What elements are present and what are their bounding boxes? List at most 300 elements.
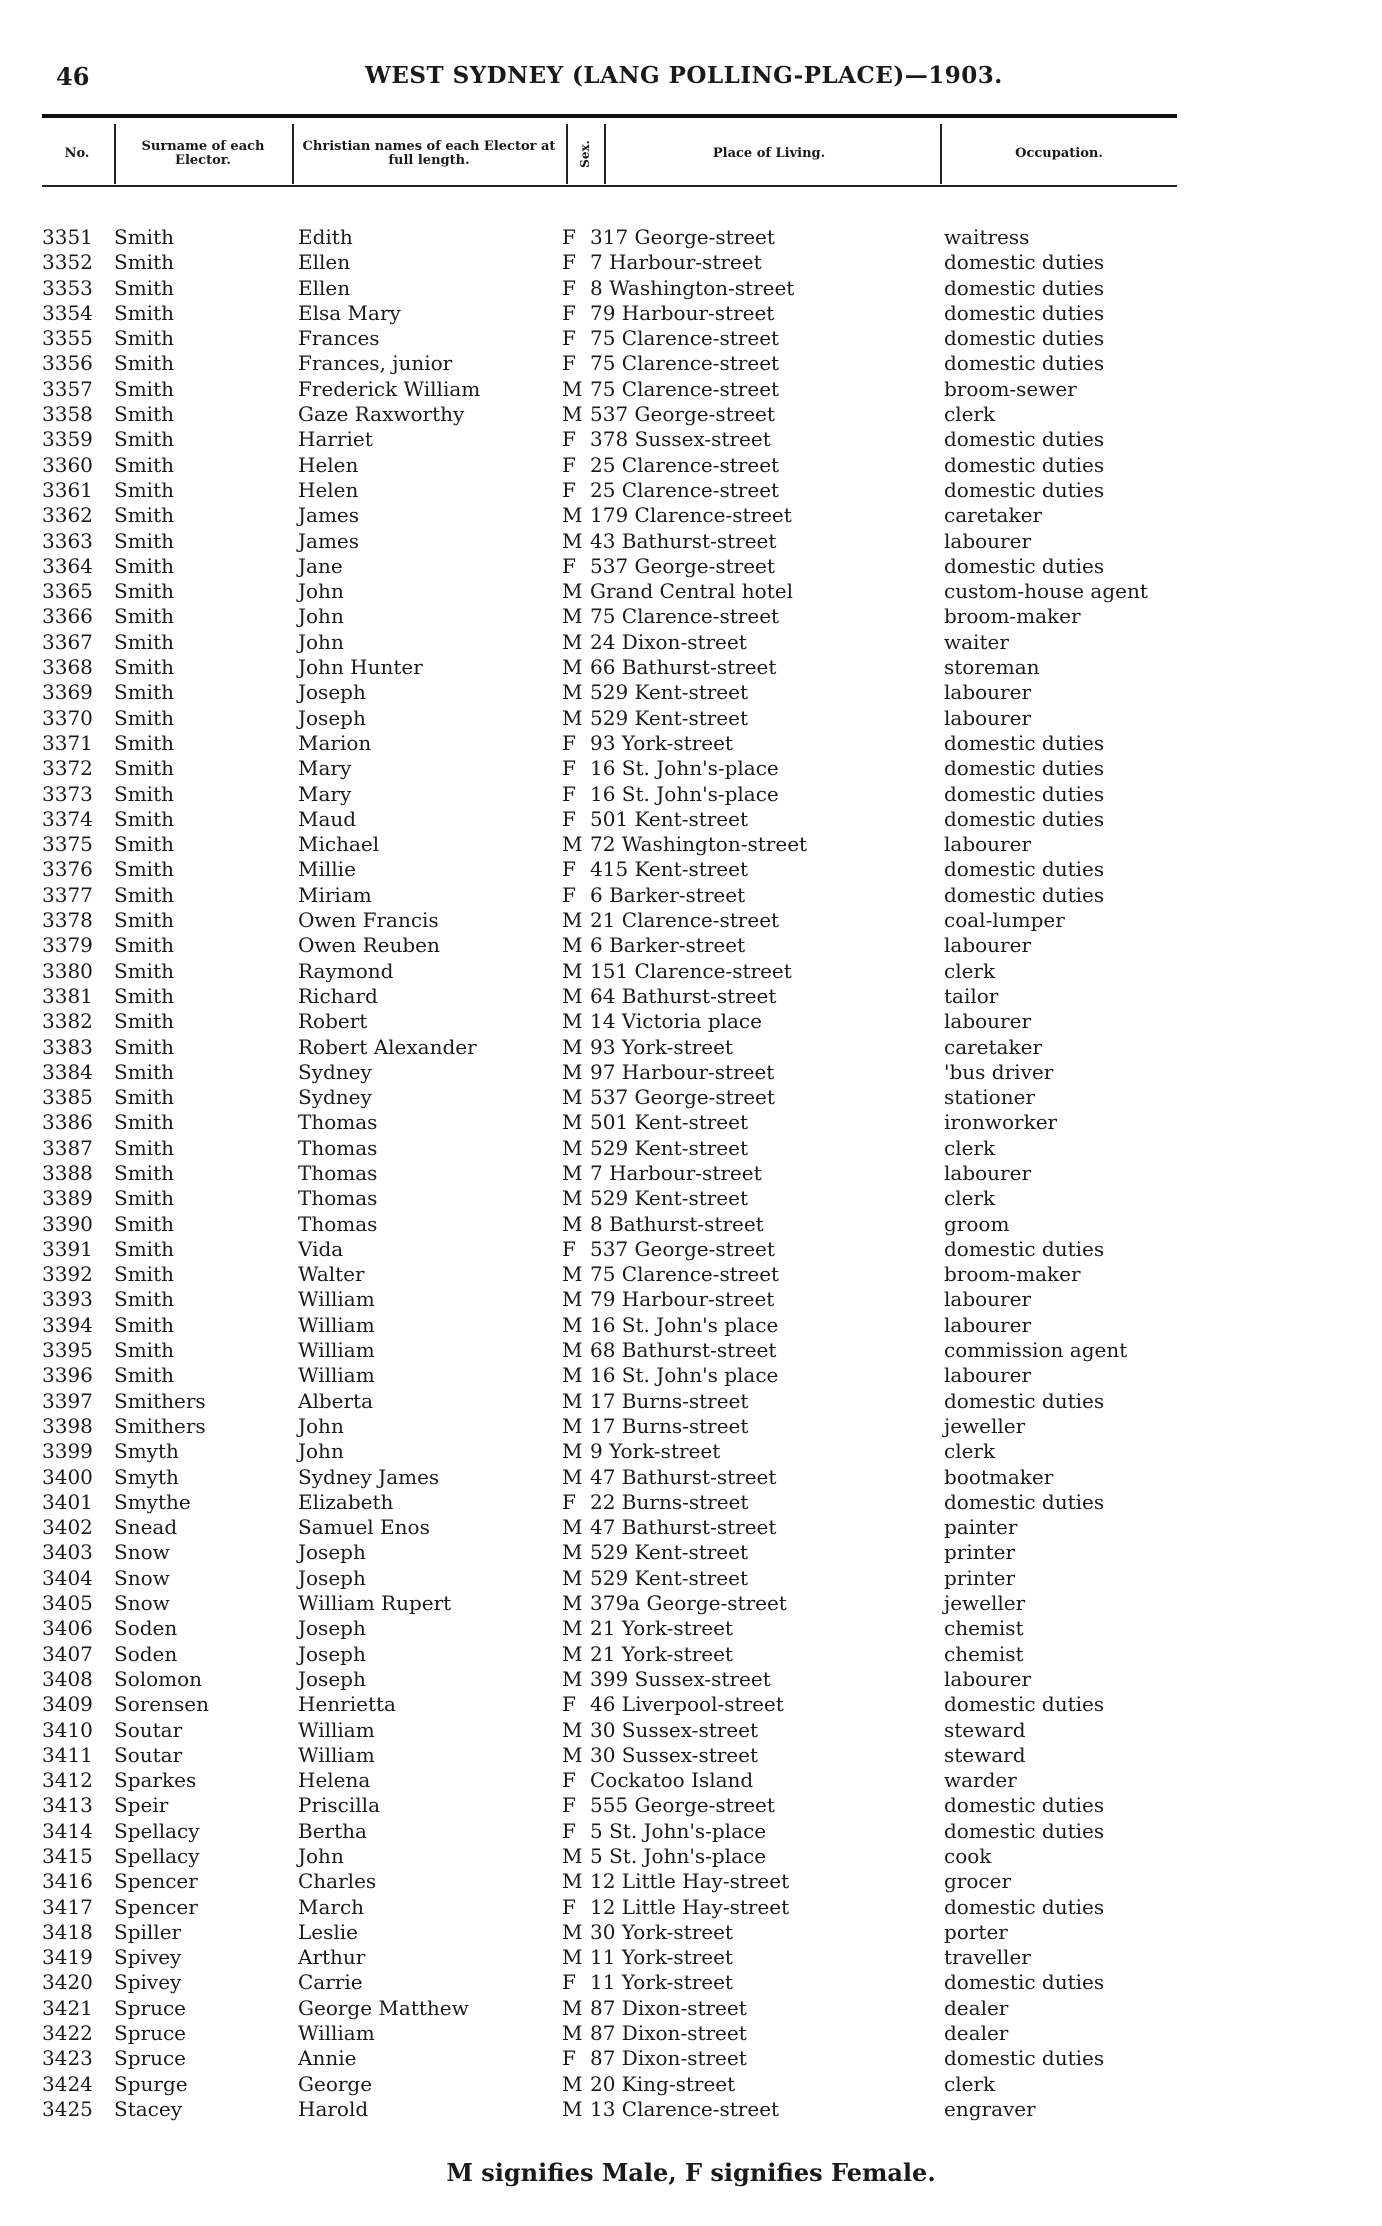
elector-sex: M — [562, 1009, 583, 1034]
elector-number: 3357 — [42, 376, 93, 401]
elector-place-of-living: 537 George-street — [590, 402, 775, 427]
elector-place-of-living: 7 Harbour-street — [590, 1160, 762, 1185]
elector-occupation: domestic duties — [944, 2046, 1105, 2071]
table-row — [0, 807, 1382, 832]
elector-christian-names: Joseph — [298, 1666, 366, 1691]
elector-christian-names: Thomas — [298, 1135, 378, 1160]
elector-occupation: bootmaker — [944, 1464, 1054, 1489]
table-row — [0, 427, 1382, 452]
elector-christian-names: William — [298, 1742, 375, 1767]
elector-sex: F — [562, 1894, 576, 1919]
elector-place-of-living: 75 Clarence-street — [590, 376, 780, 401]
table-row — [0, 1110, 1382, 1135]
elector-occupation: domestic duties — [944, 1793, 1105, 1818]
elector-number: 3368 — [42, 655, 93, 680]
column-header-no: No. — [64, 146, 90, 161]
elector-surname: Smith — [114, 1312, 174, 1337]
elector-surname: Smith — [114, 275, 174, 300]
elector-place-of-living: 79 Harbour-street — [590, 300, 775, 325]
elector-sex: F — [562, 1970, 576, 1995]
elector-sex: M — [562, 1110, 583, 1135]
table-row — [0, 1642, 1382, 1667]
elector-number: 3355 — [42, 326, 93, 351]
elector-number: 3391 — [42, 1236, 93, 1261]
elector-number: 3390 — [42, 1211, 93, 1236]
elector-place-of-living: 75 Clarence-street — [590, 604, 780, 629]
sex-legend-footer: M signifies Male, F signifies Female. — [446, 2158, 936, 2187]
elector-sex: M — [562, 1262, 583, 1287]
table-row — [0, 1970, 1382, 1995]
elector-occupation: cook — [944, 1844, 992, 1868]
table-row — [0, 706, 1382, 731]
elector-surname: Smith — [114, 629, 174, 654]
elector-place-of-living: 7 Harbour-street — [590, 250, 762, 275]
elector-place-of-living: 415 Kent-street — [590, 857, 749, 882]
elector-occupation: custom-house agent — [944, 579, 1148, 604]
elector-number: 3416 — [42, 1869, 93, 1894]
elector-occupation: labourer — [944, 1312, 1032, 1337]
elector-christian-names: William — [298, 1717, 375, 1742]
elector-surname: Smith — [114, 1009, 174, 1034]
elector-sex: M — [562, 1869, 583, 1894]
table-row — [0, 1844, 1382, 1869]
table-row — [0, 1313, 1382, 1338]
table-row — [0, 1591, 1382, 1616]
elector-place-of-living: 501 Kent-street — [590, 1110, 749, 1135]
elector-number: 3389 — [42, 1186, 93, 1211]
elector-sex: M — [562, 503, 583, 528]
elector-sex: F — [562, 477, 576, 502]
page-title: WEST SYDNEY (LANG POLLING-PLACE)—1903. — [365, 62, 1003, 89]
elector-sex: M — [562, 1919, 583, 1944]
elector-sex: M — [562, 1844, 583, 1868]
elector-number: 3351 — [42, 225, 93, 249]
elector-sex: M — [562, 1160, 583, 1185]
elector-christian-names: Marion — [298, 730, 372, 755]
elector-occupation: domestic duties — [944, 452, 1105, 477]
elector-number: 3413 — [42, 1793, 93, 1818]
elector-christian-names: Joseph — [298, 1641, 366, 1666]
elector-number: 3366 — [42, 604, 93, 629]
elector-occupation: labourer — [944, 680, 1032, 705]
elector-occupation: labourer — [944, 705, 1032, 730]
elector-place-of-living: 317 George-street — [590, 225, 775, 249]
elector-occupation: steward — [944, 1717, 1026, 1742]
elector-number: 3409 — [42, 1692, 93, 1717]
elector-surname: Smith — [114, 1034, 174, 1059]
header-top-rule — [42, 114, 1177, 118]
elector-occupation: domestic duties — [944, 1692, 1105, 1717]
elector-place-of-living: 79 Harbour-street — [590, 1287, 775, 1312]
elector-christian-names: Robert — [298, 1009, 368, 1034]
elector-number: 3386 — [42, 1110, 93, 1135]
elector-christian-names: Owen Reuben — [298, 933, 440, 958]
elector-surname: Spencer — [114, 1869, 198, 1894]
elector-christian-names: Helen — [298, 452, 359, 477]
elector-surname: Spencer — [114, 1894, 198, 1919]
elector-place-of-living: 22 Burns-street — [590, 1489, 749, 1514]
elector-sex: M — [562, 1995, 583, 2020]
elector-sex: M — [562, 1641, 583, 1666]
elector-place-of-living: 16 St. John's-place — [590, 756, 779, 781]
elector-occupation: domestic duties — [944, 427, 1105, 452]
elector-occupation: domestic duties — [944, 730, 1105, 755]
elector-surname: Spruce — [114, 1995, 186, 2020]
elector-christian-names: Richard — [298, 983, 378, 1008]
elector-surname: Smith — [114, 1363, 174, 1388]
elector-number: 3402 — [42, 1515, 93, 1540]
elector-sex: M — [562, 983, 583, 1008]
elector-place-of-living: 5 St. John's-place — [590, 1844, 767, 1868]
elector-place-of-living: 399 Sussex-street — [590, 1666, 771, 1691]
elector-surname: Spurge — [114, 2071, 188, 2096]
elector-place-of-living: 529 Kent-street — [590, 1565, 749, 1590]
elector-number: 3397 — [42, 1388, 93, 1413]
elector-sex: F — [562, 1818, 576, 1843]
elector-surname: Smith — [114, 225, 174, 249]
elector-number: 3353 — [42, 275, 93, 300]
column-divider — [604, 124, 606, 184]
elector-christian-names: Elizabeth — [298, 1489, 394, 1514]
elector-christian-names: Alberta — [298, 1388, 373, 1413]
elector-surname: Smith — [114, 933, 174, 958]
table-row — [0, 503, 1382, 528]
elector-number: 3407 — [42, 1641, 93, 1666]
elector-number: 3373 — [42, 781, 93, 806]
elector-christian-names: Joseph — [298, 1540, 366, 1565]
elector-occupation: domestic duties — [944, 275, 1105, 300]
elector-number: 3360 — [42, 452, 93, 477]
elector-sex: M — [562, 933, 583, 958]
elector-sex: F — [562, 553, 576, 578]
table-row — [0, 554, 1382, 579]
elector-occupation: coal-lumper — [944, 908, 1065, 933]
table-row — [0, 908, 1382, 933]
elector-number: 3354 — [42, 300, 93, 325]
elector-christian-names: Samuel Enos — [298, 1515, 430, 1540]
elector-occupation: domestic duties — [944, 756, 1105, 781]
elector-place-of-living: 87 Dixon-street — [590, 2046, 747, 2071]
elector-occupation: stationer — [944, 1085, 1035, 1110]
elector-surname: Smith — [114, 1160, 174, 1185]
table-row — [0, 1920, 1382, 1945]
table-row — [0, 529, 1382, 554]
elector-occupation: tailor — [944, 983, 999, 1008]
elector-number: 3378 — [42, 908, 93, 933]
elector-place-of-living: 529 Kent-street — [590, 705, 749, 730]
elector-sex: M — [562, 1717, 583, 1742]
elector-christian-names: Annie — [298, 2046, 357, 2071]
elector-number: 3359 — [42, 427, 93, 452]
table-row — [0, 2021, 1382, 2046]
elector-place-of-living: 14 Victoria place — [590, 1009, 762, 1034]
table-row — [0, 1718, 1382, 1743]
elector-sex: M — [562, 958, 583, 983]
elector-place-of-living: 16 St. John's place — [590, 1312, 779, 1337]
elector-sex: F — [562, 857, 576, 882]
elector-surname: Spiller — [114, 1919, 182, 1944]
elector-number: 3384 — [42, 1059, 93, 1084]
table-row — [0, 351, 1382, 376]
elector-surname: Spivey — [114, 1970, 182, 1995]
elector-place-of-living: 13 Clarence-street — [590, 2096, 780, 2121]
elector-christian-names: Gaze Raxworthy — [298, 402, 465, 427]
elector-christian-names: Thomas — [298, 1211, 378, 1236]
elector-occupation: chemist — [944, 1616, 1024, 1641]
elector-surname: Smith — [114, 1186, 174, 1211]
elector-sex: F — [562, 730, 576, 755]
table-row — [0, 1212, 1382, 1237]
table-row — [0, 225, 1382, 250]
elector-place-of-living: 72 Washington-street — [590, 832, 808, 857]
elector-christian-names: Robert Alexander — [298, 1034, 477, 1059]
elector-christian-names: Vida — [298, 1236, 344, 1261]
table-row — [0, 250, 1382, 275]
table-row — [0, 1540, 1382, 1565]
elector-place-of-living: 24 Dixon-street — [590, 629, 747, 654]
elector-christian-names: Leslie — [298, 1919, 359, 1944]
table-row — [0, 1819, 1382, 1844]
table-row — [0, 377, 1382, 402]
table-row — [0, 1389, 1382, 1414]
elector-occupation: domestic duties — [944, 781, 1105, 806]
table-row — [0, 453, 1382, 478]
elector-surname: Soden — [114, 1616, 178, 1641]
elector-sex: M — [562, 1616, 583, 1641]
table-row — [0, 326, 1382, 351]
table-row — [0, 655, 1382, 680]
elector-occupation: warder — [944, 1768, 1017, 1793]
table-row — [0, 680, 1382, 705]
elector-sex: M — [562, 1565, 583, 1590]
elector-christian-names: Sydney — [298, 1085, 372, 1110]
elector-number: 3406 — [42, 1616, 93, 1641]
elector-place-of-living: 529 Kent-street — [590, 1540, 749, 1565]
elector-place-of-living: 30 Sussex-street — [590, 1717, 759, 1742]
elector-number: 3356 — [42, 351, 93, 376]
elector-surname: Snead — [114, 1515, 178, 1540]
elector-occupation: labourer — [944, 1160, 1032, 1185]
table-row — [0, 1161, 1382, 1186]
elector-surname: Soden — [114, 1641, 178, 1666]
elector-number: 3411 — [42, 1742, 93, 1767]
elector-sex: M — [562, 655, 583, 680]
elector-number: 3383 — [42, 1034, 93, 1059]
elector-occupation: clerk — [944, 1186, 996, 1211]
elector-number: 3425 — [42, 2096, 93, 2121]
elector-christian-names: John — [298, 579, 344, 604]
elector-occupation: clerk — [944, 958, 996, 983]
elector-sex: F — [562, 781, 576, 806]
table-row — [0, 1009, 1382, 1034]
elector-christian-names: William Rupert — [298, 1591, 452, 1616]
elector-surname: Smith — [114, 376, 174, 401]
elector-sex: F — [562, 427, 576, 452]
table-row — [0, 276, 1382, 301]
elector-sex: F — [562, 225, 576, 249]
elector-sex: M — [562, 1388, 583, 1413]
elector-surname: Speir — [114, 1793, 169, 1818]
elector-sex: M — [562, 402, 583, 427]
elector-number: 3424 — [42, 2071, 93, 2096]
elector-occupation: domestic duties — [944, 806, 1105, 831]
table-row — [0, 1869, 1382, 1894]
elector-surname: Smithers — [114, 1413, 206, 1438]
elector-place-of-living: 46 Liverpool-street — [590, 1692, 784, 1717]
elector-surname: Smith — [114, 958, 174, 983]
elector-surname: Solomon — [114, 1666, 203, 1691]
elector-number: 3377 — [42, 882, 93, 907]
elector-sex: M — [562, 629, 583, 654]
elector-christian-names: Helen — [298, 477, 359, 502]
elector-sex: F — [562, 351, 576, 376]
column-header-occupation: Occupation. — [1015, 146, 1103, 161]
elector-occupation: chemist — [944, 1641, 1024, 1666]
elector-christian-names: Frederick William — [298, 376, 481, 401]
elector-christian-names: John — [298, 1844, 344, 1868]
elector-occupation: labourer — [944, 528, 1032, 553]
table-row — [0, 1793, 1382, 1818]
table-row — [0, 604, 1382, 629]
elector-surname: Smith — [114, 1211, 174, 1236]
table-row — [0, 1895, 1382, 1920]
elector-sex: M — [562, 908, 583, 933]
elector-number: 3398 — [42, 1413, 93, 1438]
elector-surname: Soutar — [114, 1717, 183, 1742]
elector-number: 3370 — [42, 705, 93, 730]
elector-surname: Soutar — [114, 1742, 183, 1767]
elector-occupation: storeman — [944, 655, 1040, 680]
elector-surname: Smith — [114, 730, 174, 755]
elector-number: 3393 — [42, 1287, 93, 1312]
table-row — [0, 756, 1382, 781]
elector-sex: M — [562, 1085, 583, 1110]
elector-place-of-living: 378 Sussex-street — [590, 427, 771, 452]
table-row — [0, 478, 1382, 503]
elector-surname: Smith — [114, 756, 174, 781]
elector-sex: M — [562, 2096, 583, 2121]
elector-occupation: labourer — [944, 1009, 1032, 1034]
elector-sex: M — [562, 1540, 583, 1565]
elector-christian-names: Raymond — [298, 958, 394, 983]
elector-sex: F — [562, 1768, 576, 1793]
column-divider — [292, 124, 294, 184]
elector-occupation: dealer — [944, 1995, 1009, 2020]
elector-surname: Smith — [114, 553, 174, 578]
elector-occupation: grocer — [944, 1869, 1012, 1894]
elector-place-of-living: 16 St. John's-place — [590, 781, 779, 806]
elector-surname: Smith — [114, 503, 174, 528]
elector-occupation: domestic duties — [944, 553, 1105, 578]
elector-christian-names: Sydney James — [298, 1464, 440, 1489]
elector-surname: Snow — [114, 1591, 170, 1616]
elector-christian-names: Ellen — [298, 250, 351, 275]
table-row — [0, 1490, 1382, 1515]
elector-christian-names: Harriet — [298, 427, 373, 452]
elector-sex: F — [562, 300, 576, 325]
elector-number: 3405 — [42, 1591, 93, 1616]
elector-surname: Smith — [114, 528, 174, 553]
elector-place-of-living: 47 Bathurst-street — [590, 1464, 777, 1489]
table-row — [0, 1692, 1382, 1717]
table-row — [0, 1515, 1382, 1540]
elector-christian-names: Michael — [298, 832, 380, 857]
column-header-sex — [568, 124, 602, 184]
elector-occupation: broom-maker — [944, 1262, 1081, 1287]
elector-surname: Smith — [114, 908, 174, 933]
elector-christian-names: March — [298, 1894, 365, 1919]
elector-place-of-living: 68 Bathurst-street — [590, 1338, 777, 1363]
elector-place-of-living: 30 Sussex-street — [590, 1742, 759, 1767]
elector-place-of-living: Grand Central hotel — [590, 579, 793, 604]
column-header-surname: Surname of each Elector. — [141, 139, 265, 168]
elector-surname: Smith — [114, 326, 174, 351]
elector-sex: M — [562, 1287, 583, 1312]
elector-number: 3417 — [42, 1894, 93, 1919]
elector-christian-names: William — [298, 1287, 375, 1312]
elector-number: 3412 — [42, 1768, 93, 1793]
elector-christian-names: James — [298, 503, 360, 528]
elector-surname: Smith — [114, 402, 174, 427]
elector-occupation: domestic duties — [944, 1388, 1105, 1413]
table-row — [0, 1136, 1382, 1161]
table-row — [0, 2097, 1382, 2122]
elector-christian-names: Maud — [298, 806, 357, 831]
elector-surname: Spivey — [114, 1945, 182, 1970]
elector-christian-names: William — [298, 1363, 375, 1388]
table-row — [0, 782, 1382, 807]
elector-christian-names: Carrie — [298, 1970, 363, 1995]
elector-christian-names: Thomas — [298, 1160, 378, 1185]
elector-place-of-living: 537 George-street — [590, 1236, 775, 1261]
elector-christian-names: William — [298, 2021, 375, 2046]
elector-christian-names: Owen Francis — [298, 908, 439, 933]
table-row — [0, 1262, 1382, 1287]
elector-list — [0, 225, 1382, 2122]
elector-number: 3423 — [42, 2046, 93, 2071]
elector-surname: Smith — [114, 781, 174, 806]
table-row — [0, 1414, 1382, 1439]
elector-surname: Smyth — [114, 1464, 179, 1489]
elector-sex: M — [562, 832, 583, 857]
elector-occupation: domestic duties — [944, 1818, 1105, 1843]
elector-number: 3361 — [42, 477, 93, 502]
elector-sex: F — [562, 2046, 576, 2071]
elector-number: 3404 — [42, 1565, 93, 1590]
elector-place-of-living: 47 Bathurst-street — [590, 1515, 777, 1540]
elector-sex: M — [562, 1945, 583, 1970]
table-row — [0, 1287, 1382, 1312]
elector-sex: M — [562, 1464, 583, 1489]
elector-surname: Smith — [114, 427, 174, 452]
elector-place-of-living: 179 Clarence-street — [590, 503, 792, 528]
elector-surname: Smith — [114, 1287, 174, 1312]
elector-christian-names: Walter — [298, 1262, 365, 1287]
elector-christian-names: Thomas — [298, 1110, 378, 1135]
elector-occupation: groom — [944, 1211, 1010, 1236]
elector-christian-names: John — [298, 604, 344, 629]
elector-occupation: painter — [944, 1515, 1018, 1540]
elector-sex: M — [562, 604, 583, 629]
elector-surname: Smith — [114, 1059, 174, 1084]
table-row — [0, 1035, 1382, 1060]
elector-place-of-living: 64 Bathurst-street — [590, 983, 777, 1008]
elector-occupation: clerk — [944, 2071, 996, 2096]
elector-place-of-living: 30 York-street — [590, 1919, 733, 1944]
elector-place-of-living: 555 George-street — [590, 1793, 775, 1818]
elector-sex: M — [562, 1135, 583, 1160]
elector-sex: F — [562, 1489, 576, 1514]
